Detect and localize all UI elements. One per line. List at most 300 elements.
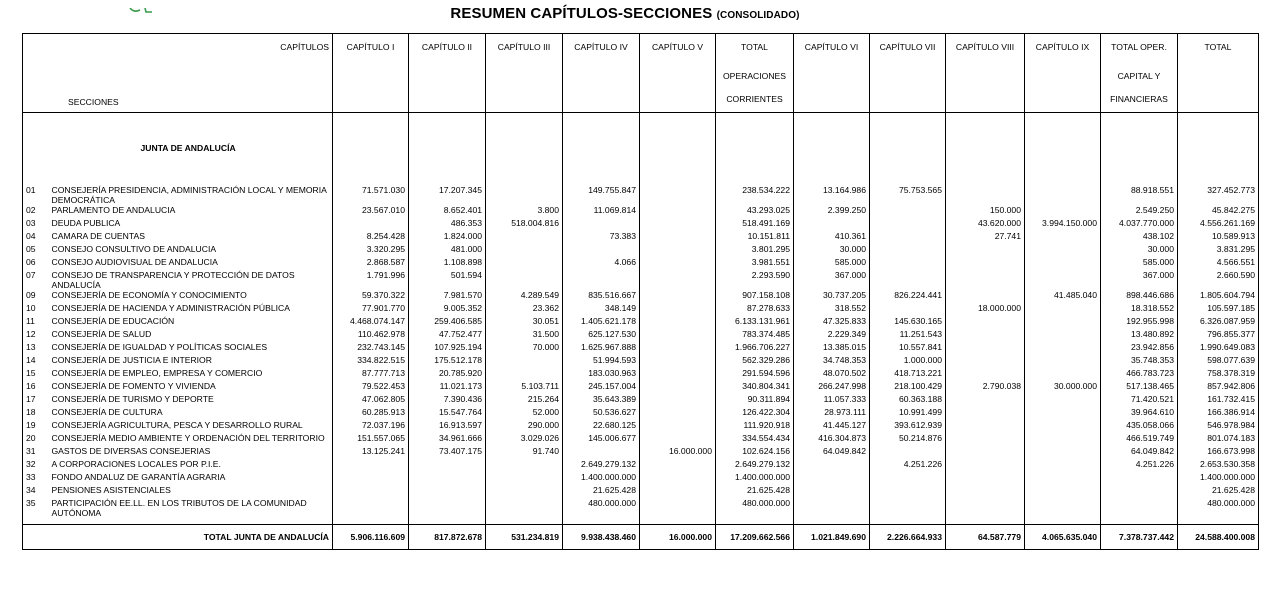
amount-cell: 758.378.319 [1178,368,1259,381]
amount-cell [1025,257,1101,270]
amount-cell: 245.157.004 [563,381,640,394]
amount-cell: 481.000 [409,244,486,257]
section-name: CONSEJERÍA DE SALUD [51,329,152,339]
section-name: CONSEJERÍA DE IGUALDAD Y POLÍTICAS SOCIALES [51,342,268,352]
amount-cell: 2.790.038 [946,381,1025,394]
amount-cell [486,355,563,368]
amount-cell: 30.000.000 [1025,381,1101,394]
amount-cell [640,257,716,270]
summary-table [22,33,1259,550]
amount-cell [640,355,716,368]
amount-cell: 4.468.074.147 [333,316,409,329]
amount-cell [1025,244,1101,257]
amount-cell [946,270,1025,290]
amount-cell [946,316,1025,329]
amount-cell [333,218,409,231]
amount-cell [1025,472,1101,485]
amount-cell [333,472,409,485]
table-row [23,342,1259,355]
amount-cell [870,270,946,290]
column-header-line: CAPITAL Y [1117,71,1161,81]
amount-cell [486,231,563,244]
section-code: 34 [26,485,36,495]
column-header [640,34,716,113]
amount-cell: 2.399.250 [794,205,870,218]
column-header-line: TOTAL OPER. [1111,42,1167,52]
amount-cell: 857.942.806 [1178,381,1259,394]
amount-cell: 4.566.551 [1178,257,1259,270]
amount-cell [486,270,563,290]
amount-cell [946,446,1025,459]
amount-cell: 13.385.015 [794,342,870,355]
amount-cell [640,342,716,355]
amount-cell [1101,498,1178,518]
amount-cell: 17.207.345 [409,185,486,205]
amount-cell [946,420,1025,433]
amount-cell [1025,433,1101,446]
section-code: 35 [26,498,36,508]
amount-cell: 87.278.633 [716,303,794,316]
amount-cell: 35.643.389 [563,394,640,407]
amount-cell: 30.000 [794,244,870,257]
section-name: CONSEJO DE TRANSPARENCIA Y PROTECCIÓN DE DATOS ANDALUCÍA [51,270,295,290]
amount-cell: 10.151.811 [716,231,794,244]
column-header [1101,34,1178,113]
amount-cell: 31.500 [486,329,563,342]
amount-cell: 72.037.196 [333,420,409,433]
amount-cell: 43.620.000 [946,218,1025,231]
total-amount-cell: 16.000.000 [640,525,716,550]
amount-cell [946,407,1025,420]
amount-cell: 393.612.939 [870,420,946,433]
amount-cell: 783.374.485 [716,329,794,342]
header-row [23,34,1259,113]
amount-cell [946,290,1025,303]
amount-cell [946,433,1025,446]
amount-cell: 192.955.998 [1101,316,1178,329]
amount-cell: 1.000.000 [870,355,946,368]
column-header-line: OPERACIONES [722,71,787,81]
amount-cell [640,394,716,407]
amount-cell: 4.037.770.000 [1101,218,1178,231]
amount-cell: 52.000 [486,407,563,420]
amount-cell: 3.800 [486,205,563,218]
table-row [23,303,1259,316]
column-header-line: CAPÍTULO IX [1035,42,1090,52]
column-header-line: CAPÍTULO VII [879,42,936,52]
section-code: 20 [26,433,36,443]
amount-cell [870,231,946,244]
amount-cell: 111.920.918 [716,420,794,433]
section-code: 12 [26,329,36,339]
amount-cell: 71.420.521 [1101,394,1178,407]
amount-cell: 480.000.000 [563,498,640,518]
corner-header [23,34,333,113]
section-name: FONDO ANDALUZ DE GARANTÍA AGRARIA [51,472,226,482]
amount-cell: 835.516.667 [563,290,640,303]
column-header-line: TOTAL [1204,42,1232,52]
amount-cell [640,407,716,420]
amount-cell: 416.304.873 [794,433,870,446]
amount-cell: 91.740 [486,446,563,459]
section-name: A CORPORACIONES LOCALES POR P.I.E. [51,459,221,469]
table-row [23,205,1259,218]
section-name: PARLAMENTO DE ANDALUCIA [51,205,176,215]
amount-cell: 13.164.986 [794,185,870,205]
amount-cell [1025,446,1101,459]
section-name: CONSEJERÍA MEDIO AMBIENTE Y ORDENACIÓN DEL TERRITORIO [51,433,325,443]
amount-cell: 51.994.593 [563,355,640,368]
column-header [486,34,563,113]
amount-cell [1025,368,1101,381]
amount-cell [486,185,563,205]
amount-cell [1025,270,1101,290]
amount-cell: 466.519.749 [1101,433,1178,446]
table-row [23,420,1259,433]
amount-cell [640,270,716,290]
amount-cell: 1.400.000.000 [563,472,640,485]
section-code: 17 [26,394,36,404]
amount-cell: 11.069.814 [563,205,640,218]
amount-cell [640,485,716,498]
amount-cell: 907.158.108 [716,290,794,303]
amount-cell [640,381,716,394]
section-code: 02 [26,205,36,215]
amount-cell: 625.127.530 [563,329,640,342]
table-row [23,185,1259,205]
amount-cell [640,316,716,329]
amount-cell [640,205,716,218]
amount-cell: 1.400.000.000 [1178,472,1259,485]
amount-cell [486,485,563,498]
amount-cell: 7.981.570 [409,290,486,303]
amount-cell: 4.289.549 [486,290,563,303]
section-code: 13 [26,342,36,352]
amount-cell: 35.748.353 [1101,355,1178,368]
column-header [946,34,1025,113]
amount-cell [870,472,946,485]
amount-cell: 50.214.876 [870,433,946,446]
amount-cell [563,244,640,257]
amount-cell [1025,355,1101,368]
amount-cell: 340.804.341 [716,381,794,394]
amount-cell [794,472,870,485]
table-row [23,257,1259,270]
total-row [23,525,1259,550]
amount-cell: 6.326.087.959 [1178,316,1259,329]
amount-cell: 796.855.377 [1178,329,1259,342]
amount-cell [946,342,1025,355]
column-header [563,34,640,113]
amount-cell: 13.480.892 [1101,329,1178,342]
amount-cell: 10.557.841 [870,342,946,355]
amount-cell: 410.361 [794,231,870,244]
amount-cell [1101,472,1178,485]
section-code: 09 [26,290,36,300]
amount-cell [870,257,946,270]
amount-cell [1025,459,1101,472]
section-code: 06 [26,257,36,267]
amount-cell: 18.000.000 [946,303,1025,316]
section-name: CAMARA DE CUENTAS [51,231,145,241]
amount-cell: 41.485.040 [1025,290,1101,303]
amount-cell: 327.452.773 [1178,185,1259,205]
corner-secciones-label: SECCIONES [68,97,119,107]
amount-cell: 1.805.604.794 [1178,290,1259,303]
amount-cell [486,472,563,485]
amount-cell: 73.383 [563,231,640,244]
amount-cell [946,185,1025,205]
amount-cell: 16.000.000 [640,446,716,459]
amount-cell [870,218,946,231]
section-code: 01 [26,185,36,195]
amount-cell: 290.000 [486,420,563,433]
table-row [23,381,1259,394]
amount-cell: 801.074.183 [1178,433,1259,446]
section-name: CONSEJERÍA DE ECONOMÍA Y CONOCIMIENTO [51,290,247,300]
column-header-line: CAPÍTULO I [346,42,395,52]
table-row [23,218,1259,231]
amount-cell [1025,316,1101,329]
amount-cell: 585.000 [1101,257,1178,270]
section-code: 03 [26,218,36,228]
amount-cell [946,459,1025,472]
total-amount-cell: 2.226.664.933 [870,525,946,550]
total-amount-cell: 17.209.662.566 [716,525,794,550]
group-row [23,113,1259,172]
amount-cell [563,446,640,459]
amount-cell: 2.293.590 [716,270,794,290]
amount-cell: 28.973.111 [794,407,870,420]
amount-cell [870,446,946,459]
table-row [23,446,1259,459]
amount-cell [946,355,1025,368]
amount-cell: 2.649.279.132 [563,459,640,472]
table-row [23,472,1259,485]
total-amount-cell: 5.906.116.609 [333,525,409,550]
section-name: CONSEJERÍA PRESIDENCIA, ADMINISTRACIÓN LOCAL Y MEMORIA DEMOCRÁTICA [51,185,327,205]
amount-cell [1025,485,1101,498]
amount-cell: 3.831.295 [1178,244,1259,257]
amount-cell: 517.138.465 [1101,381,1178,394]
amount-cell: 87.777.713 [333,368,409,381]
amount-cell: 145.006.677 [563,433,640,446]
table-row [23,231,1259,244]
amount-cell: 334.554.434 [716,433,794,446]
amount-cell: 367.000 [1101,270,1178,290]
amount-cell: 232.743.145 [333,342,409,355]
total-amount-cell: 817.872.678 [409,525,486,550]
amount-cell: 1.625.967.888 [563,342,640,355]
amount-cell [1025,420,1101,433]
amount-cell [946,244,1025,257]
section-name: CONSEJERÍA DE FOMENTO Y VIVIENDA [51,381,216,391]
amount-cell: 318.552 [794,303,870,316]
section-name: CONSEJERÍA DE JUSTICIA E INTERIOR [51,355,212,365]
column-header-line: CAPÍTULO V [651,42,704,52]
section-code: 10 [26,303,36,313]
section-name: CONSEJERÍA DE EMPLEO, EMPRESA Y COMERCIO [51,368,263,378]
amount-cell: 47.062.805 [333,394,409,407]
amount-cell [640,185,716,205]
amount-cell: 34.748.353 [794,355,870,368]
column-header-line: CAPÍTULO VIII [955,42,1015,52]
amount-cell: 21.625.428 [716,485,794,498]
amount-cell: 41.445.127 [794,420,870,433]
amount-cell: 898.446.686 [1101,290,1178,303]
amount-cell: 79.522.453 [333,381,409,394]
amount-cell: 105.597.185 [1178,303,1259,316]
amount-cell [1025,342,1101,355]
amount-cell [946,394,1025,407]
column-header [409,34,486,113]
table-row [23,329,1259,342]
total-amount-cell: 9.938.438.460 [563,525,640,550]
amount-cell [640,498,716,518]
table-row [23,394,1259,407]
amount-cell: 10.991.499 [870,407,946,420]
amount-cell [486,498,563,518]
amount-cell [486,459,563,472]
amount-cell [1025,498,1101,518]
amount-cell [333,498,409,518]
amount-cell: 90.311.894 [716,394,794,407]
section-name: CONSEJO AUDIOVISUAL DE ANDALUCIA [51,257,218,267]
amount-cell [333,459,409,472]
section-name: CONSEJO CONSULTIVO DE ANDALUCIA [51,244,217,254]
amount-cell: 18.318.552 [1101,303,1178,316]
amount-cell: 11.057.333 [794,394,870,407]
amount-cell: 1.824.000 [409,231,486,244]
table-row [23,290,1259,303]
amount-cell: 11.021.173 [409,381,486,394]
amount-cell [409,498,486,518]
table-row [23,355,1259,368]
section-name: GASTOS DE DIVERSAS CONSEJERIAS [51,446,211,456]
amount-cell [946,498,1025,518]
amount-cell: 4.556.261.169 [1178,218,1259,231]
amount-cell: 59.370.322 [333,290,409,303]
amount-cell: 2.229.349 [794,329,870,342]
amount-cell: 438.102 [1101,231,1178,244]
column-header [794,34,870,113]
amount-cell: 60.363.188 [870,394,946,407]
report-title-main: RESUMEN CAPÍTULOS-SECCIONES [450,5,713,22]
total-amount-cell: 24.588.400.008 [1178,525,1259,550]
amount-cell: 826.224.441 [870,290,946,303]
amount-cell [640,472,716,485]
amount-cell: 266.247.998 [794,381,870,394]
amount-cell: 75.753.565 [870,185,946,205]
amount-cell: 2.868.587 [333,257,409,270]
report-title [0,5,1250,22]
amount-cell: 10.589.913 [1178,231,1259,244]
amount-cell: 6.133.131.961 [716,316,794,329]
amount-cell: 70.000 [486,342,563,355]
amount-cell: 23.567.010 [333,205,409,218]
amount-cell: 480.000.000 [1178,498,1259,518]
column-header [1025,34,1101,113]
amount-cell [1025,407,1101,420]
amount-cell: 1.405.621.178 [563,316,640,329]
section-name: CONSEJERÍA DE CULTURA [51,407,163,417]
amount-cell [794,459,870,472]
amount-cell: 30.000 [1101,244,1178,257]
amount-cell: 60.285.913 [333,407,409,420]
amount-cell [870,498,946,518]
total-amount-cell: 4.065.635.040 [1025,525,1101,550]
amount-cell: 480.000.000 [716,498,794,518]
amount-cell: 3.994.150.000 [1025,218,1101,231]
table-row [23,270,1259,290]
amount-cell [486,257,563,270]
amount-cell: 145.630.165 [870,316,946,329]
corner-capitulos-label: CAPÍTULOS [280,42,329,52]
column-header-line: CAPÍTULO VI [804,42,859,52]
amount-cell [1025,205,1101,218]
amount-cell: 22.680.125 [563,420,640,433]
amount-cell: 150.000 [946,205,1025,218]
amount-cell: 13.125.241 [333,446,409,459]
amount-cell: 218.100.429 [870,381,946,394]
amount-cell [1025,185,1101,205]
amount-cell: 149.755.847 [563,185,640,205]
amount-cell [870,244,946,257]
column-header-line: CAPÍTULO IV [574,42,628,52]
amount-cell: 166.386.914 [1178,407,1259,420]
column-header [1178,34,1259,113]
amount-cell: 546.978.984 [1178,420,1259,433]
column-header [870,34,946,113]
table-row [23,459,1259,472]
amount-cell: 4.066 [563,257,640,270]
section-name: DEUDA PUBLICA [51,218,121,228]
table-row [23,498,1259,518]
amount-cell [409,472,486,485]
amount-cell: 107.925.194 [409,342,486,355]
total-amount-cell: 1.021.849.690 [794,525,870,550]
amount-cell: 1.400.000.000 [716,472,794,485]
amount-cell: 8.652.401 [409,205,486,218]
amount-cell: 2.660.590 [1178,270,1259,290]
column-header [716,34,794,113]
amount-cell: 64.049.842 [794,446,870,459]
amount-cell [333,485,409,498]
amount-cell [486,244,563,257]
amount-cell: 2.653.530.358 [1178,459,1259,472]
amount-cell: 21.625.428 [1178,485,1259,498]
section-code: 11 [26,316,35,326]
report-subtitle: (CONSOLIDADO) [716,10,800,21]
amount-cell: 1.990.649.083 [1178,342,1259,355]
amount-cell [640,218,716,231]
amount-cell: 7.390.436 [409,394,486,407]
amount-cell [870,303,946,316]
amount-cell: 5.103.711 [486,381,563,394]
column-header [333,34,409,113]
amount-cell: 215.264 [486,394,563,407]
amount-cell: 598.077.639 [1178,355,1259,368]
amount-cell: 518.491.169 [716,218,794,231]
amount-cell: 367.000 [794,270,870,290]
group-label: JUNTA DE ANDALUCÍA [140,142,236,153]
total-label: TOTAL JUNTA DE ANDALUCÍA [23,525,333,550]
amount-cell [870,205,946,218]
amount-cell: 11.251.543 [870,329,946,342]
amount-cell [1101,485,1178,498]
amount-cell: 2.549.250 [1101,205,1178,218]
amount-cell: 45.842.275 [1178,205,1259,218]
